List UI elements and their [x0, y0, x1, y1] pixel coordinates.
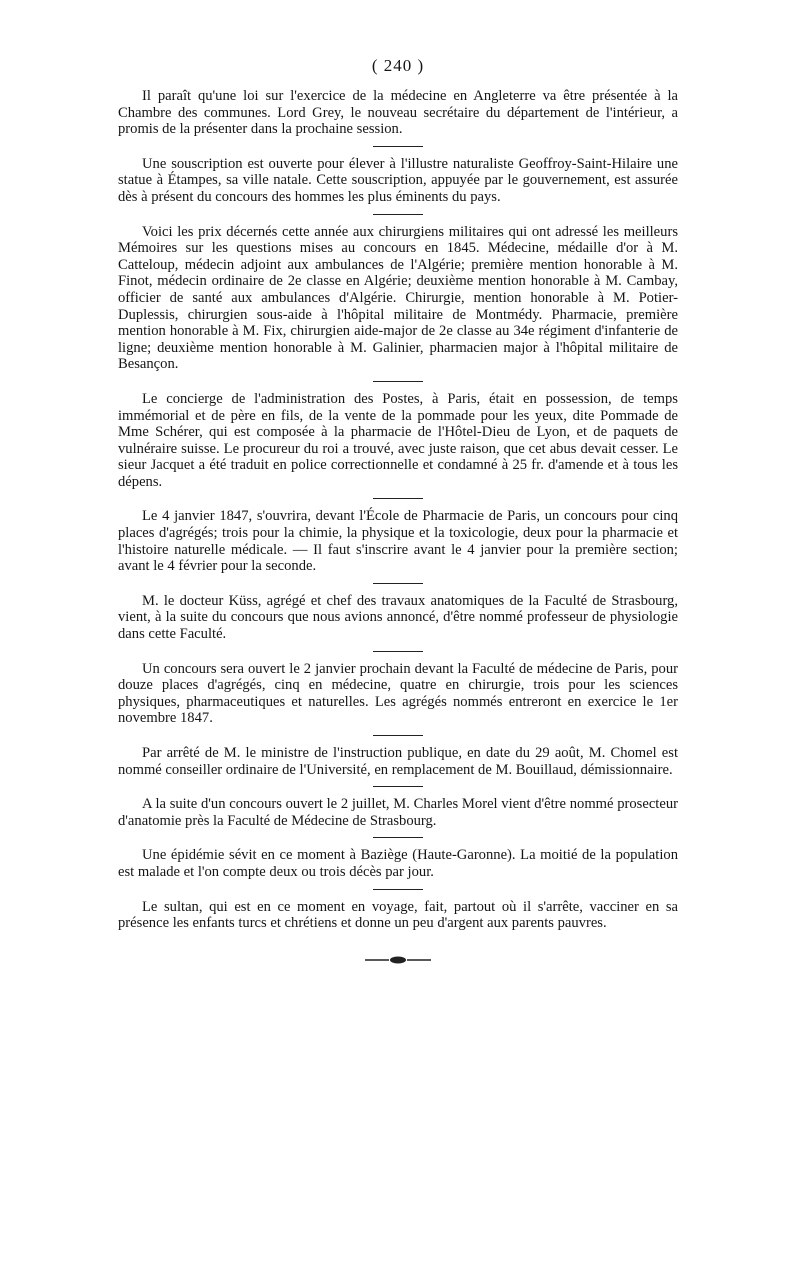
article-5: Le 4 janvier 1847, s'ouvrira, devant l'École de Pharmacie de Paris, un concours pour cinq places d'agrégés; trois pour la chimie, la physique et la toxicologie, deux pour la pharmacie et l'histoire naturelle médicale. — Il faut s'inscrire avant le 4 janvier pour la première section; avant le 4 février pour la seconde.	[118, 508, 678, 575]
article-4: Le concierge de l'administration des Postes, à Paris, était en possession, de temps immémorial et de père en fils, de la vente de la pommade pour les yeux, dite Pommade de Mme Schérer, qui est composée à la pharmacie de l'Hôtel-Dieu de Lyon, et de paquets de vulnéraire suisse. Le procureur du roi a trouvé, avec juste raison, que cet abus devait cesser. Le sieur Jacquet a été traduit en police correctionnelle et condamné à 25 fr. d'amende et à tous les dépens.	[118, 390, 678, 490]
separator-rule	[373, 214, 423, 215]
separator-rule	[373, 146, 423, 147]
article-2: Une souscription est ouverte pour élever à l'illustre naturaliste Geoffroy-Saint-Hilaire une statue à Étampes, sa ville natale. Cette souscription, appuyée par le gouvernement, est assurée dès à présent du concours des hommes les plus éminents du pays.	[118, 155, 678, 205]
article-7: Un concours sera ouvert le 2 janvier prochain devant la Faculté de médecine de Paris, pour douze places d'agrégés, cinq en médecine, quatre en chirurgie, trois pour les sciences physiques, pharmaceutiques et naturelles. Les agrégés nommés entreront en exercice le 1er novembre 1847.	[118, 660, 678, 727]
page-number: ( 240 )	[371, 56, 425, 75]
separator-rule	[373, 498, 423, 499]
article-11: Le sultan, qui est en ce moment en voyage, fait, partout où il s'arrête, vacciner en sa présence les enfants turcs et chrétiens et donne un peu d'argent aux parents pauvres.	[118, 898, 678, 932]
separator-rule	[373, 735, 423, 736]
end-fleuron-ornament	[118, 954, 678, 970]
separator-rule	[373, 889, 423, 890]
separator-rule	[373, 381, 423, 382]
page-body	[118, 56, 678, 970]
separator-rule	[373, 651, 423, 652]
article-10: Une épidémie sévit en ce moment à Baziège (Haute-Garonne). La moitié de la population est malade et l'on compte deux ou trois décès par jour.	[118, 847, 678, 880]
separator-rule	[373, 786, 423, 787]
article-8: Par arrêté de M. le ministre de l'instruction publique, en date du 29 août, M. Chomel est nommé conseiller ordinaire de l'Université, en remplacement de M. Bouillaud, démissionnaire.	[118, 745, 678, 778]
separator-rule	[373, 583, 423, 584]
article-3: Voici les prix décernés cette année aux chirurgiens militaires qui ont adressé les meilleurs Mémoires sur les questions mises au concours en 1845. Médecine, médaille d'or à M. Catteloup, médecin adjoint aux ambulances de l'Algérie; première mention honorable à M. Finot, médecin ordinaire de 2e classe en Algérie; deuxième mention honorable à M. Cambay, officier de santé aux ambulances d'Algérie. Chirurgie, mention honorable à M. Potier-Duplessis, chirurgien sous-aide à l'hôpital militaire de Montmédy. Pharmacie, première mention honorable à M. Fix, chirurgien aide-major de 2e classe au 34e régiment d'infanterie de ligne; deuxième mention honorable à M. Galinier, pharmacien major à l'hôpital militaire de Besançon.	[118, 223, 678, 373]
article-9: A la suite d'un concours ouvert le 2 juillet, M. Charles Morel vient d'être nommé prosecteur d'anatomie près la Faculté de Médecine de Strasbourg.	[118, 796, 678, 829]
separator-rule	[373, 837, 423, 838]
article-6: M. le docteur Küss, agrégé et chef des travaux anatomiques de la Faculté de Strasbourg, vient, à la suite du concours que nous avions annoncé, d'être nommé professeur de physiologie dans cette Faculté.	[118, 592, 678, 643]
article-1: Il paraît qu'une loi sur l'exercice de la médecine en Angleterre va être présentée à la Chambre des communes. Lord Grey, le nouveau secrétaire du département de l'intérieur, a promis de la présenter dans la prochaine session.	[118, 88, 678, 138]
